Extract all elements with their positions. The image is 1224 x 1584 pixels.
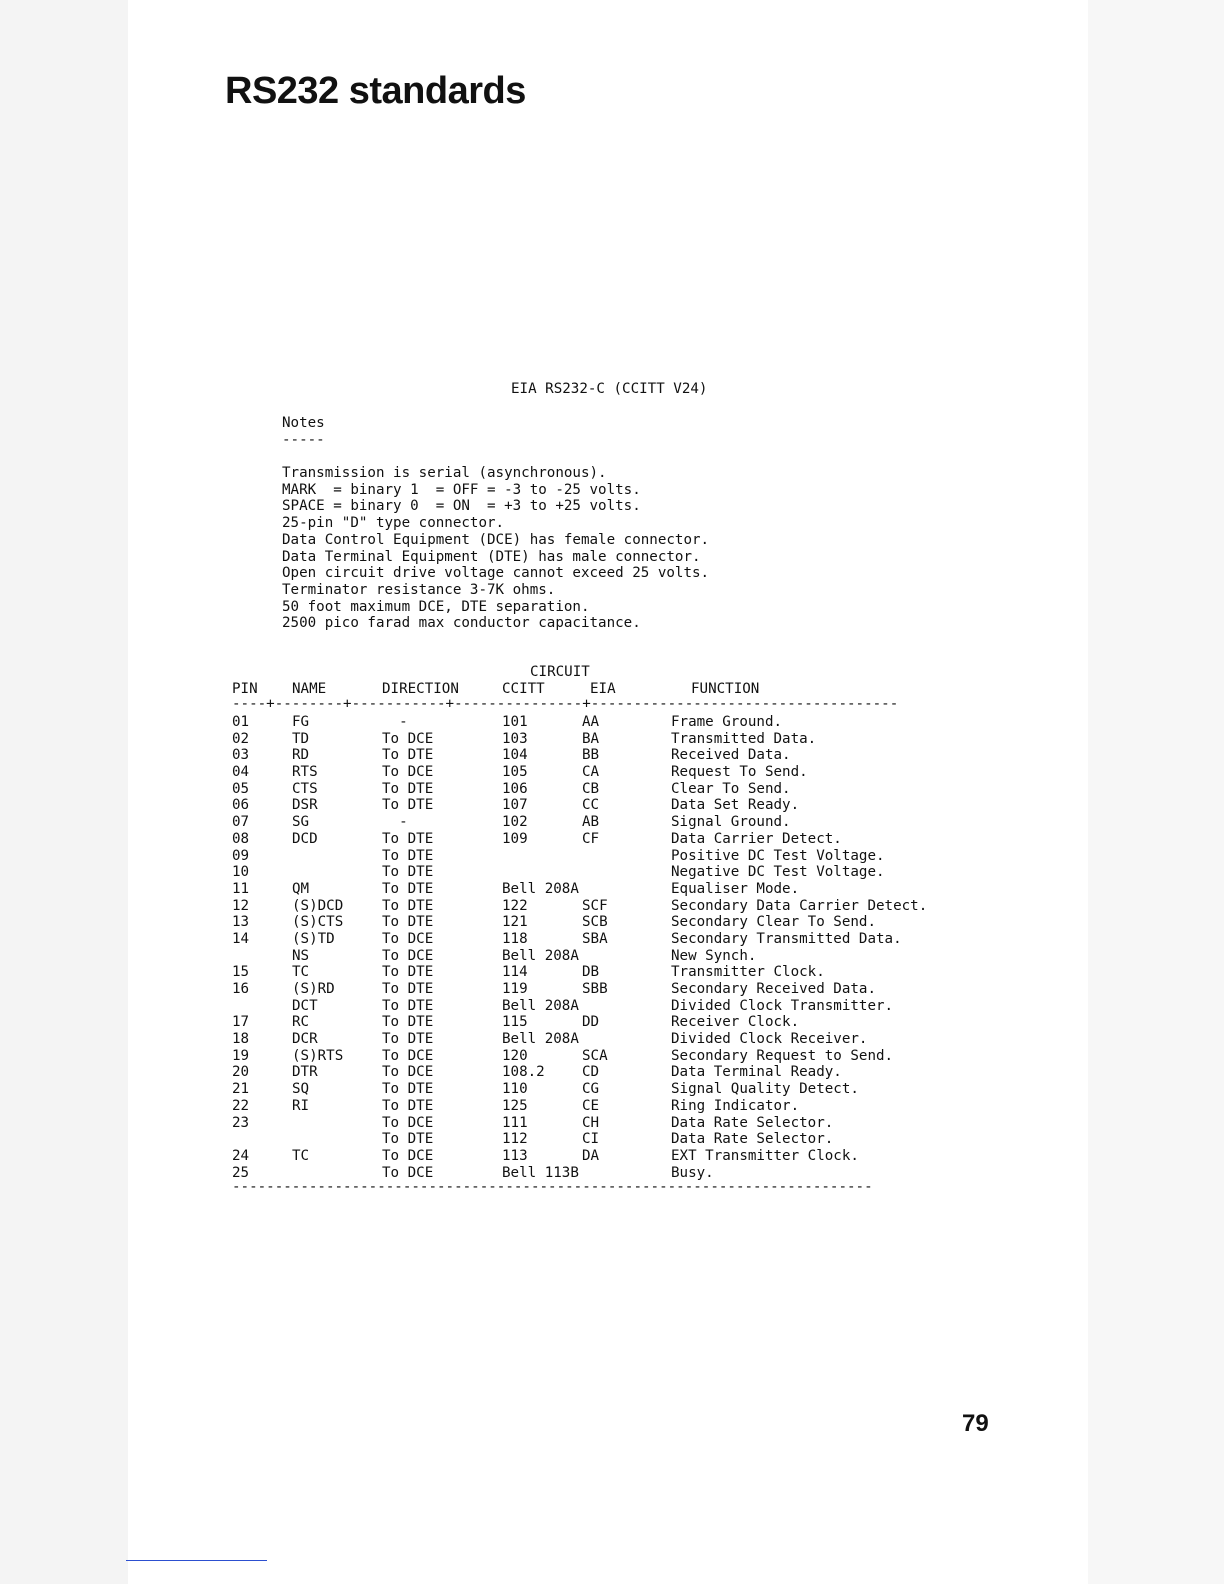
cell-pin: 16 (232, 981, 250, 997)
cell-function: Transmitted Data. (671, 730, 817, 747)
cell-direction: To DTE (382, 897, 434, 914)
cell-name: DCT (292, 997, 318, 1014)
cell-direction: To DCE (382, 730, 434, 747)
table-row (232, 764, 992, 781)
cell-eia: SCA (582, 1047, 608, 1064)
cell-ccitt: 106 (502, 780, 528, 797)
cell-eia: CG (582, 1081, 600, 1098)
table-row (232, 964, 992, 981)
cell-ccitt: 115 (502, 1014, 528, 1031)
cell-name: RI (292, 1097, 310, 1114)
note-item: Transmission is serial (asynchronous). (282, 465, 607, 481)
cell-eia: BA (582, 730, 600, 747)
cell-pin: 25 (232, 1164, 250, 1181)
cell-ccitt: 110 (502, 1081, 528, 1098)
cell-function: Secondary Transmitted Data. (671, 930, 902, 947)
table-row (232, 797, 992, 814)
cell-function: Transmitter Clock. (671, 964, 825, 981)
cell-function: Negative DC Test Voltage. (671, 864, 885, 881)
cell-direction: To DTE (382, 1081, 434, 1098)
table-row (232, 948, 992, 965)
cell-function: Divided Clock Receiver. (671, 1031, 868, 1048)
cell-eia: AA (582, 714, 600, 730)
table-row (232, 914, 992, 931)
cell-name: DSR (292, 797, 318, 814)
cell-direction: To DCE (382, 930, 434, 947)
cell-direction: - (382, 714, 408, 730)
cell-ccitt: 120 (502, 1047, 528, 1064)
cell-eia: CE (582, 1097, 600, 1114)
cell-eia: CC (582, 797, 600, 814)
cell-name: DCR (292, 1031, 318, 1048)
cell-function: Clear To Send. (671, 780, 791, 797)
cell-function: Request To Send. (671, 764, 808, 781)
cell-name: SG (292, 814, 310, 831)
cell-direction: To DCE (382, 1047, 434, 1064)
table-bottom-rule: --------------------------------------------------------------------------- (232, 1179, 873, 1195)
cell-ccitt: 108.2 (502, 1064, 545, 1081)
cell-ccitt: 109 (502, 830, 528, 847)
cell-pin: 12 (232, 897, 250, 914)
cell-function: Secondary Clear To Send. (671, 914, 876, 931)
table-row (232, 881, 992, 898)
table-row (232, 781, 992, 798)
note-item: 25-pin "D" type connector. (282, 515, 505, 532)
cell-name: DCD (292, 830, 318, 847)
cell-ccitt: Bell 208A (502, 1031, 579, 1048)
cell-eia: SCF (582, 897, 608, 914)
cell-pin: 11 (232, 880, 250, 897)
cell-ccitt: 121 (502, 914, 528, 931)
cell-function: Frame Ground. (671, 714, 783, 730)
table-row (232, 981, 992, 998)
cell-name: QM (292, 880, 310, 897)
cell-ccitt: 107 (502, 797, 528, 814)
table-row (232, 1131, 992, 1148)
cell-eia: CI (582, 1131, 600, 1148)
cell-function: New Synch. (671, 947, 757, 964)
cell-function: Signal Ground. (671, 814, 791, 831)
cell-eia: BB (582, 747, 600, 764)
cell-name: CTS (292, 780, 318, 797)
note-item: Data Control Equipment (DCE) has female connector. (282, 531, 710, 548)
table-row (232, 1031, 992, 1048)
cell-name: TC (292, 964, 310, 981)
circuit-group-header: CIRCUIT (530, 664, 590, 680)
cell-eia: SBB (582, 981, 608, 997)
note-item: SPACE = binary 0 = ON = +3 to +25 volts. (282, 498, 641, 515)
cell-ccitt: 103 (502, 730, 528, 747)
page-title: RS232 standards (225, 70, 526, 112)
page-margin-left (0, 0, 128, 1584)
table-row (232, 831, 992, 848)
cell-function: Signal Quality Detect. (671, 1081, 859, 1098)
standard-heading: EIA RS232-C (CCITT V24) (511, 381, 708, 397)
cell-function: Data Set Ready. (671, 797, 800, 814)
cell-direction: To DTE (382, 830, 434, 847)
cell-function: Equaliser Mode. (671, 880, 800, 897)
notes-list (282, 465, 709, 632)
cell-direction: To DTE (382, 1097, 434, 1114)
cell-pin: 21 (232, 1081, 250, 1098)
table-header (232, 664, 992, 698)
cell-pin: 19 (232, 1047, 250, 1064)
cell-eia: DA (582, 1147, 600, 1164)
cell-name: RTS (292, 764, 318, 781)
cell-name: RC (292, 1014, 310, 1031)
cell-direction: To DCE (382, 1114, 434, 1131)
cell-ccitt: 105 (502, 764, 528, 781)
cell-name: (S)CTS (292, 914, 344, 931)
cell-ccitt: 104 (502, 747, 528, 764)
cell-ccitt: 111 (502, 1114, 528, 1131)
cell-name: TD (292, 730, 310, 747)
table-row (232, 1064, 992, 1081)
table-row (232, 731, 992, 748)
cell-direction: To DTE (382, 1031, 434, 1048)
cell-eia: CH (582, 1114, 600, 1131)
cell-direction: To DCE (382, 947, 434, 964)
cell-direction: To DCE (382, 764, 434, 781)
cell-direction: To DTE (382, 780, 434, 797)
cell-name: TC (292, 1147, 310, 1164)
table-row (232, 747, 992, 764)
cell-ccitt: 102 (502, 814, 528, 831)
header-name: NAME (292, 681, 327, 697)
cell-name: FG (292, 714, 310, 730)
note-item: Terminator resistance 3-7K ohms. (282, 581, 556, 598)
cell-eia: DB (582, 964, 600, 981)
cell-pin: 07 (232, 814, 250, 831)
cell-ccitt: Bell 113B (502, 1164, 579, 1181)
table-row (232, 814, 992, 831)
table-row (232, 998, 992, 1015)
cell-function: Secondary Received Data. (671, 981, 876, 997)
cell-pin: 15 (232, 964, 250, 981)
table-row (232, 714, 992, 731)
cell-eia: CA (582, 764, 600, 781)
cell-direction: To DTE (382, 847, 434, 864)
table-row (232, 1098, 992, 1115)
cell-ccitt: Bell 208A (502, 997, 579, 1014)
cell-eia: CB (582, 780, 600, 797)
cell-pin: 13 (232, 914, 250, 931)
note-item: Open circuit drive voltage cannot exceed 25 volts. (282, 565, 710, 582)
notes-section (282, 415, 325, 448)
page-number: 79 (962, 1410, 989, 1437)
cell-name: DTR (292, 1064, 318, 1081)
header-function: FUNCTION (691, 681, 760, 697)
cell-direction: - (382, 814, 408, 831)
cell-direction: To DCE (382, 1147, 434, 1164)
cell-pin: 17 (232, 1014, 250, 1031)
cell-direction: To DTE (382, 964, 434, 981)
cell-function: Data Terminal Ready. (671, 1064, 842, 1081)
table-top-rule: ----+--------+-----------+---------------+------------------------------------ (232, 696, 899, 712)
table-row (232, 864, 992, 881)
cell-direction: To DTE (382, 880, 434, 897)
cell-function: Data Carrier Detect. (671, 830, 842, 847)
cell-ccitt: 122 (502, 897, 528, 914)
table-row (232, 1081, 992, 1098)
cell-direction: To DTE (382, 747, 434, 764)
note-item: MARK = binary 1 = OFF = -3 to -25 volts. (282, 481, 641, 498)
header-eia: EIA (590, 681, 616, 697)
cell-ccitt: Bell 208A (502, 947, 579, 964)
cell-direction: To DTE (382, 864, 434, 881)
cell-pin: 02 (232, 730, 250, 747)
cell-function: EXT Transmitter Clock. (671, 1147, 859, 1164)
cell-pin: 22 (232, 1097, 250, 1114)
cell-pin: 01 (232, 714, 250, 730)
header-ccitt: CCITT (502, 681, 545, 697)
cell-direction: To DTE (382, 1131, 434, 1148)
header-direction: DIRECTION (382, 681, 459, 697)
cell-eia: CF (582, 830, 600, 847)
table-row (232, 1115, 992, 1132)
cell-ccitt: 119 (502, 981, 528, 997)
cell-direction: To DTE (382, 981, 434, 997)
cell-function: Busy. (671, 1164, 714, 1181)
cell-direction: To DCE (382, 1064, 434, 1081)
cell-pin: 20 (232, 1064, 250, 1081)
cell-ccitt: 101 (502, 714, 528, 730)
note-item: 50 foot maximum DCE, DTE separation. (282, 598, 590, 615)
table-row (232, 848, 992, 865)
note-item: 2500 pico farad max conductor capacitance. (282, 615, 641, 632)
cell-pin: 23 (232, 1114, 250, 1131)
cell-name: NS (292, 947, 310, 964)
cell-name: (S)DCD (292, 897, 344, 914)
cell-pin: 08 (232, 830, 250, 847)
cell-eia: SBA (582, 930, 608, 947)
cell-function: Data Rate Selector. (671, 1131, 834, 1148)
cell-function: Receiver Clock. (671, 1014, 800, 1031)
header-pin: PIN (232, 681, 258, 697)
cell-function: Divided Clock Transmitter. (671, 997, 894, 1014)
note-item: Data Terminal Equipment (DTE) has male connector. (282, 548, 701, 565)
cell-eia: DD (582, 1014, 600, 1031)
cell-pin: 14 (232, 930, 250, 947)
cell-pin: 18 (232, 1031, 250, 1048)
cell-function: Received Data. (671, 747, 791, 764)
cell-name: (S)RD (292, 981, 335, 997)
cell-function: Secondary Data Carrier Detect. (671, 897, 928, 914)
cell-direction: To DCE (382, 1164, 434, 1181)
cell-direction: To DTE (382, 797, 434, 814)
cell-ccitt: 125 (502, 1097, 528, 1114)
cell-direction: To DTE (382, 1014, 434, 1031)
cell-ccitt: 113 (502, 1147, 528, 1164)
cell-direction: To DTE (382, 914, 434, 931)
cell-name: SQ (292, 1081, 310, 1098)
cell-eia: AB (582, 814, 600, 831)
cell-function: Ring Indicator. (671, 1097, 800, 1114)
table-row (232, 931, 992, 948)
cell-pin: 06 (232, 797, 250, 814)
cell-name: (S)TD (292, 930, 335, 947)
table-row (232, 898, 992, 915)
cell-eia: SCB (582, 914, 608, 931)
cell-ccitt: 114 (502, 964, 528, 981)
notes-underline: ----- (282, 431, 325, 448)
cell-ccitt: 112 (502, 1131, 528, 1148)
cell-pin: 09 (232, 847, 250, 864)
cell-pin: 24 (232, 1147, 250, 1164)
cell-name: (S)RTS (292, 1047, 344, 1064)
cell-pin: 04 (232, 764, 250, 781)
cell-pin: 10 (232, 864, 250, 881)
cell-function: Positive DC Test Voltage. (671, 847, 885, 864)
pinout-table-body (232, 714, 992, 1181)
cell-eia: CD (582, 1064, 600, 1081)
notes-label: Notes (282, 415, 325, 431)
footnote-link-line (126, 1560, 267, 1561)
cell-name: RD (292, 747, 310, 764)
cell-ccitt: 118 (502, 930, 528, 947)
page-margin-right (1088, 0, 1224, 1584)
cell-function: Data Rate Selector. (671, 1114, 834, 1131)
cell-function: Secondary Request to Send. (671, 1047, 894, 1064)
table-row (232, 1148, 992, 1165)
cell-pin: 05 (232, 780, 250, 797)
cell-direction: To DTE (382, 997, 434, 1014)
table-row (232, 1014, 992, 1031)
table-row (232, 1048, 992, 1065)
cell-ccitt: Bell 208A (502, 880, 579, 897)
cell-pin: 03 (232, 747, 250, 764)
